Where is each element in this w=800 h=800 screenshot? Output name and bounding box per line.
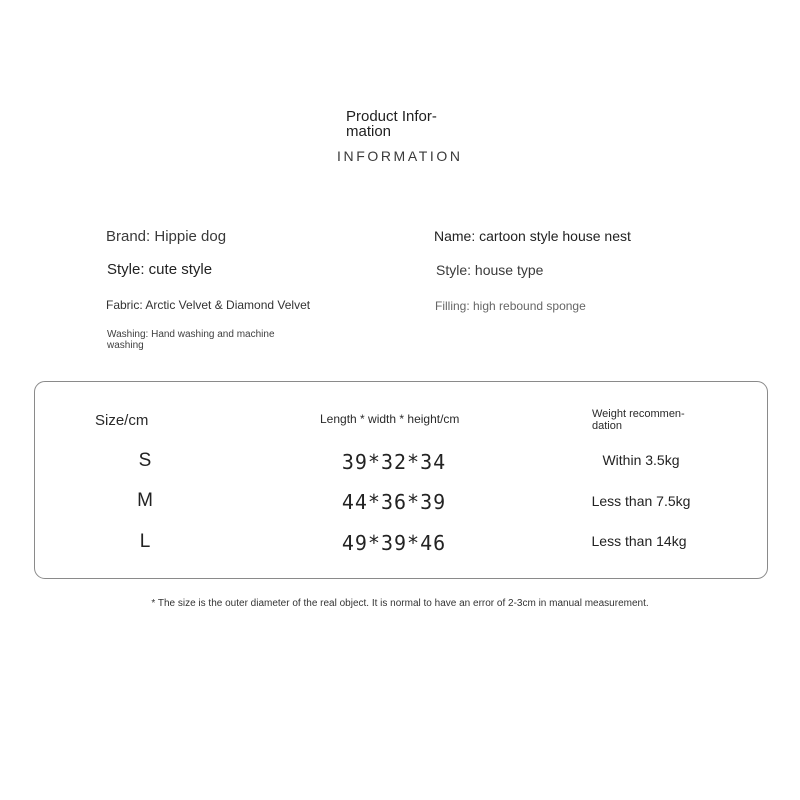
row-m-weight: Less than 7.5kg	[591, 493, 691, 509]
row-s-weight: Within 3.5kg	[602, 452, 680, 468]
name-field: Name: cartoon style house nest	[434, 228, 631, 244]
style-field-right: Style: house type	[436, 262, 544, 278]
brand-field: Brand: Hippie dog	[106, 228, 227, 245]
row-l-dimensions: 49*39*46	[341, 531, 447, 555]
style-field-left: Style: cute style	[107, 261, 213, 278]
fabric-field: Fabric: Arctic Velvet & Diamond Velvet	[106, 298, 311, 312]
page-subtitle: INFORMATION	[337, 148, 463, 164]
washing-field-line-2: washing	[107, 340, 144, 351]
header-size: Size/cm	[95, 412, 149, 429]
row-s-size: S	[138, 450, 152, 471]
size-footnote: * The size is the outer diameter of the real object. It is normal to have an error of 2-3cm in manual measurement.	[151, 598, 649, 609]
page-title-line-1: Product Infor-	[346, 108, 437, 125]
row-l-weight: Less than 14kg	[591, 533, 687, 549]
row-m-dimensions: 44*36*39	[341, 490, 447, 514]
row-m-size: M	[137, 490, 153, 511]
row-l-size: L	[139, 531, 151, 552]
washing-field-line-1: Washing: Hand washing and machine	[107, 329, 275, 340]
page-title-line-2: mation	[346, 123, 392, 140]
filling-field: Filling: high rebound sponge	[435, 299, 586, 313]
row-s-dimensions: 39*32*34	[341, 450, 447, 474]
header-weight-line-1: Weight recommen-	[592, 408, 685, 420]
header-dimensions: Length * width * height/cm	[320, 412, 460, 426]
header-weight-line-2: dation	[592, 420, 622, 432]
